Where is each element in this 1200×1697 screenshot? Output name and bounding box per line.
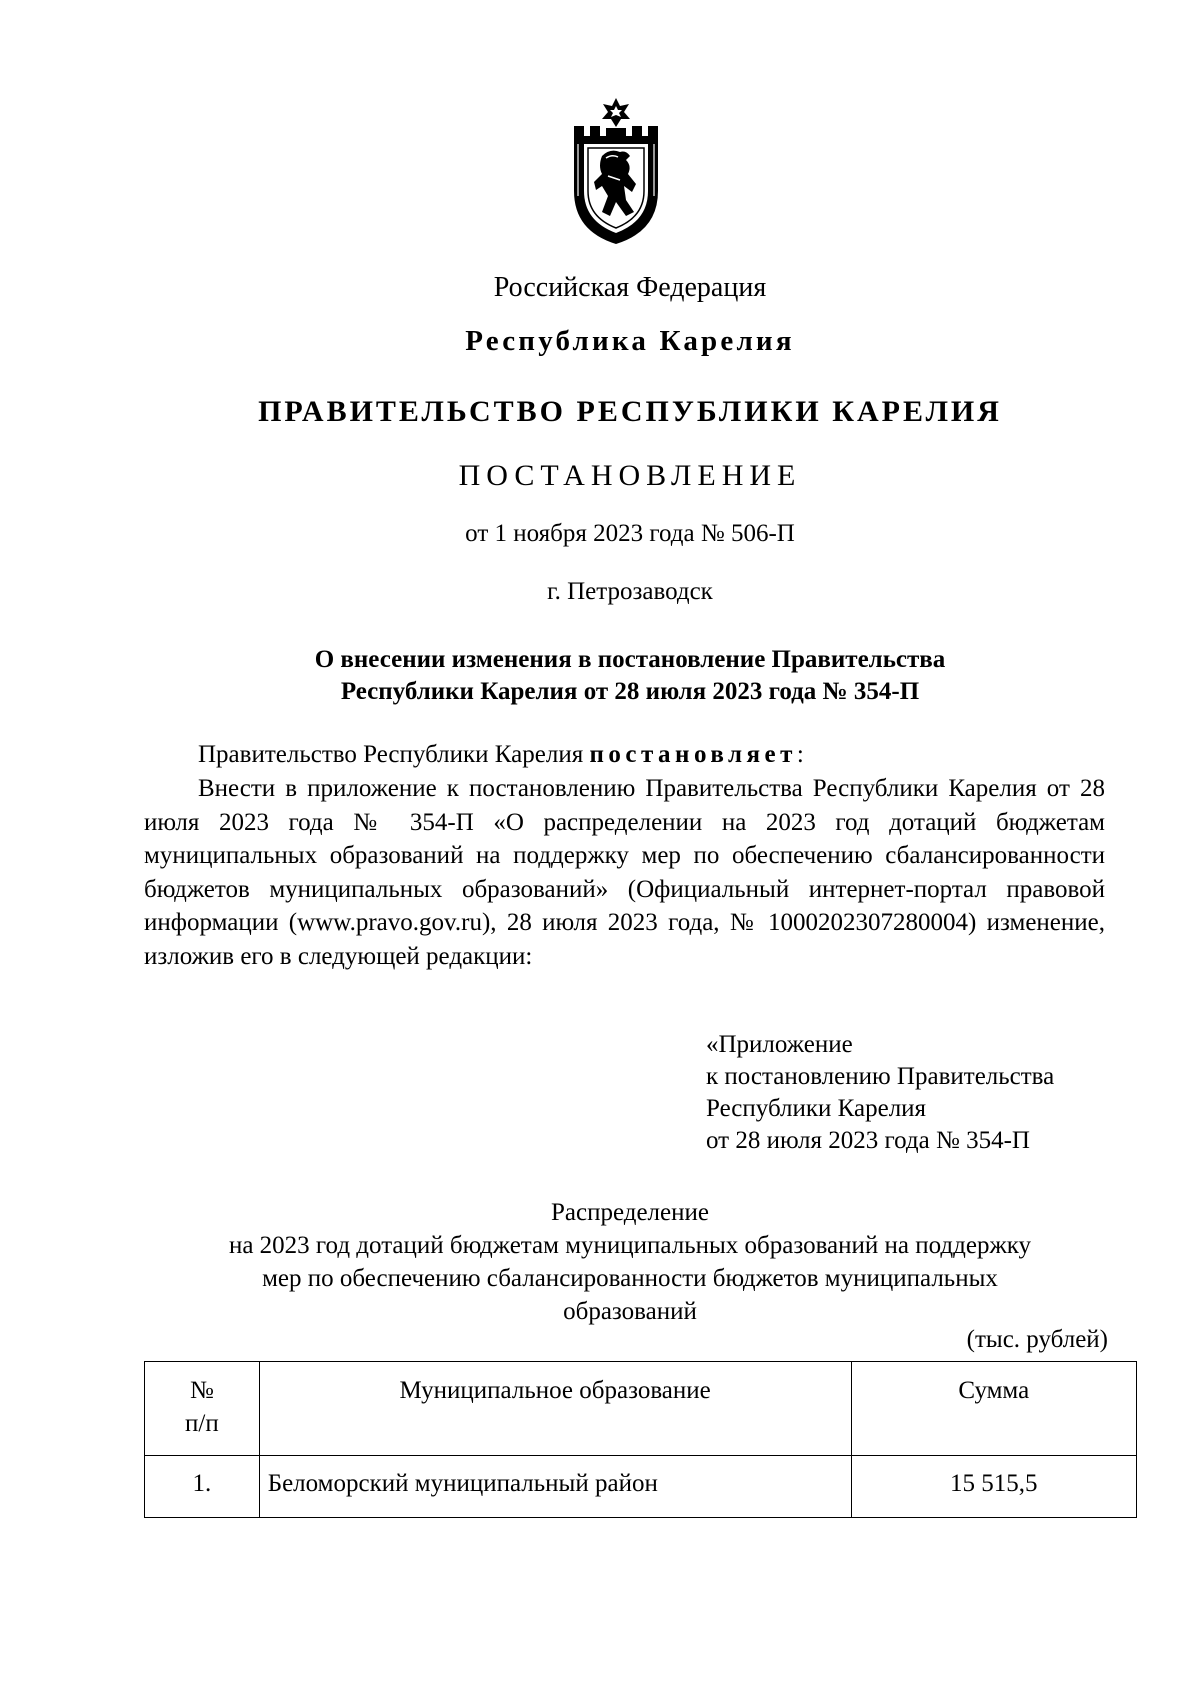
main-paragraph: Внести в приложение к постановлению Правительства Республики Карелия от 28 июля 2023 года № 354-П «О распределении на 2023 год дотаций бюджетам муниципальных образований на поддержку мер по обеспечению сбалансированности бюджетов муниципальных образований» (Официальный интернет-портал правовой информации (www.pravo.gov.ru), 28 июля 2023 года, № 1000202307280004) изменение, изложив его в следующей редакции: [144, 775, 1105, 970]
header-number-line-2: п/п [185, 1410, 219, 1437]
header-number [145, 1362, 260, 1456]
header-sum-label: Сумма [958, 1377, 1030, 1404]
appendix-block [706, 1029, 1054, 1157]
intro-prefix: Правительство Республики Карелия [198, 741, 590, 768]
document-city: г. Петрозаводск [547, 578, 713, 605]
appendix-line-1: «Приложение [706, 1031, 853, 1058]
republic-name: Республика Карелия [465, 325, 795, 357]
appendix-line-2: к постановлению Правительства [706, 1063, 1055, 1090]
distribution-title-line-1: Распределение [551, 1199, 709, 1226]
intro-verb: постановляет [589, 741, 797, 768]
intro-suffix: : [796, 741, 804, 768]
document-title-line-1: О внесении изменения в постановление Правительства [314, 646, 946, 673]
intro-line [198, 738, 804, 772]
row-number: 1. [192, 1470, 212, 1497]
government-name: ПРАВИТЕЛЬСТВО РЕСПУБЛИКИ КАРЕЛИЯ [258, 395, 1002, 428]
units-label: (тыс. рублей) [966, 1326, 1108, 1353]
row-municipality: Беломорский муниципальный район [267, 1470, 658, 1497]
document-type: ПОСТАНОВЛЕНИЕ [458, 459, 802, 492]
header-sum [851, 1362, 1136, 1456]
distribution-title-line-3: мер по обеспечению сбалансированности бюджетов муниципальных [262, 1265, 998, 1292]
header-municipality-label: Муниципальное образование [399, 1377, 711, 1404]
appendix-line-3: Республики Карелия [706, 1095, 927, 1122]
distribution-title-line-4: образований [563, 1298, 697, 1325]
distribution-table [144, 1361, 1137, 1518]
row-sum: 15 515,5 [950, 1470, 1038, 1497]
row-sum-cell [851, 1456, 1136, 1518]
header-municipality [259, 1362, 851, 1456]
coat-of-arms-emblem [566, 96, 666, 246]
header-number-line-1: № [189, 1377, 214, 1404]
distribution-title-line-2: на 2023 год дотаций бюджетам муниципальных образований на поддержку [228, 1232, 1032, 1259]
country-name: Российская Федерация [493, 272, 767, 303]
table-row [145, 1456, 1137, 1518]
document-date-number: от 1 ноября 2023 года № 506-П [465, 520, 795, 547]
row-number-cell [145, 1456, 260, 1518]
row-municipality-cell [259, 1456, 851, 1518]
appendix-line-4: от 28 июля 2023 года № 354-П [706, 1127, 1030, 1154]
document-title-line-2: Республики Карелия от 28 июля 2023 года № 354-П [340, 678, 920, 705]
table-header-row [145, 1362, 1137, 1456]
